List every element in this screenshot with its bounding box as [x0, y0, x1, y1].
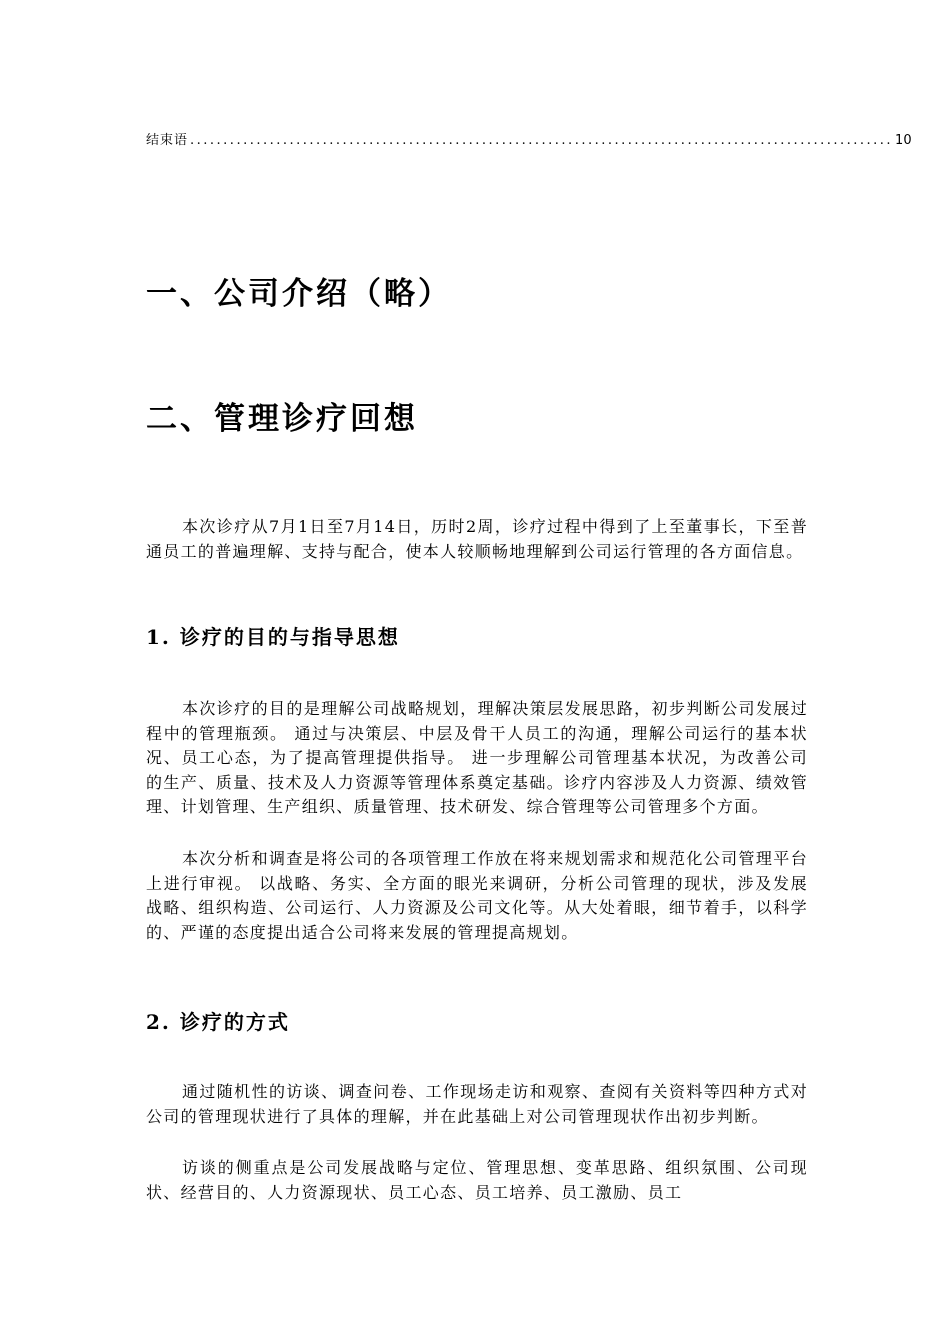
- paragraph-method-2: 访谈的侧重点是公司发展战略与定位、管理思想、变革思路、组织氛围、公司现状、经营目的、人力资源现状、员工心态、员工培养、员工激励、员工: [146, 1158, 808, 1202]
- heading-purpose: 1. 诊疗的目的与指导思想: [146, 625, 400, 649]
- paragraph-method-1: 通过随机性的访谈、调查问卷、工作现场走访和观察、查阅有关资料等四种方式对公司的管理现状进行了具体的理解，并在此基础上对公司管理现状作出初步判断。: [146, 1082, 808, 1126]
- toc-page-number: 10: [895, 133, 912, 148]
- heading-company-intro: 一、公司介绍（略）: [146, 276, 452, 312]
- heading-management-review: 二、管理诊疗回想: [146, 401, 418, 437]
- toc-leader-dots: ..........................................................................................................: [190, 133, 894, 148]
- heading-method: 2. 诊疗的方式: [146, 1010, 290, 1034]
- paragraph-purpose-1: 本次诊疗的目的是理解公司战略规划，理解决策层发展思路，初步判断公司发展过程中的管理瓶颈。 通过与决策层、中层及骨干人员工的沟通，理解公司运行的基本状况、员工心态，为了提高管理提供指导。 进一步理解公司管理基本状况，为改善公司的生产、质量、技术及人力资源等管理体系奠定基础。诊疗内容涉及人力资源、绩效管理、计划管理、生产组织、质量管理、技术研发、综合管理等公司管理多个方面。: [146, 699, 808, 816]
- toc-entry-conclusion[interactable]: [146, 126, 912, 148]
- paragraph-purpose-2: 本次分析和调查是将公司的各项管理工作放在将来规划需求和规范化公司管理平台上进行审视。 以战略、务实、全方面的眼光来调研，分析公司管理的现状，涉及发展战略、组织构造、公司运行、人力资源及公司文化等。从大处着眼，细节着手，以科学的、严谨的态度提出适合公司将来发展的管理提高规划。: [146, 849, 808, 942]
- toc-entry-title: 结束语: [146, 133, 189, 148]
- paragraph-intro: 本次诊疗从7月1日至7月14日，历时2周，诊疗过程中得到了上至董事长，下至普通员工的普遍理解、支持与配合，使本人较顺畅地理解到公司运行管理的各方面信息。: [146, 517, 808, 561]
